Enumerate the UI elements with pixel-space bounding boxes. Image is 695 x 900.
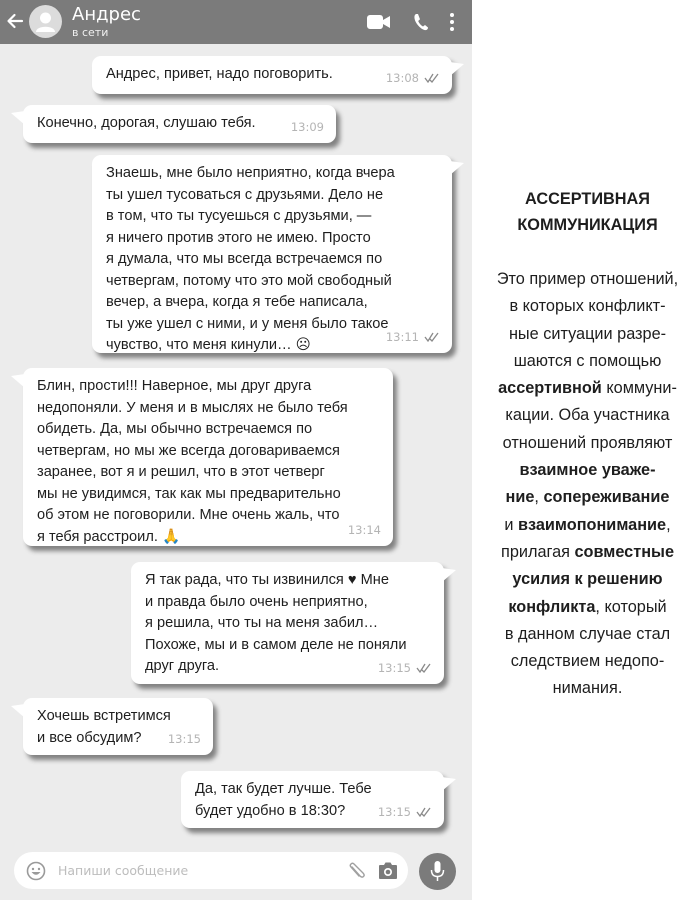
panel-body-text: ные ситуации разре- bbox=[508, 324, 667, 343]
panel-body-bold-text: взаимное уваже- bbox=[519, 461, 656, 480]
message-text: Знаешь, мне было неприятно, когда вчера bbox=[106, 165, 395, 181]
info-panel bbox=[480, 0, 695, 900]
contact-status: в сети bbox=[72, 26, 109, 39]
panel-body-line bbox=[480, 512, 695, 539]
message-text: мы не увидимся, так как мы предварительно bbox=[37, 485, 341, 502]
panel-body-text: коммуни- bbox=[601, 379, 677, 398]
panel-body-line bbox=[480, 484, 695, 511]
double-check-icon bbox=[416, 807, 432, 817]
message-text: ты ушел тусоваться с друзьями. Дело не bbox=[106, 186, 384, 203]
panel-body-text: нимания. bbox=[552, 679, 623, 698]
message-input[interactable]: Напиши сообщение bbox=[58, 863, 189, 878]
message-input-bar bbox=[14, 852, 408, 889]
panel-body-bold-text: ние bbox=[505, 488, 535, 507]
back-arrow-icon[interactable] bbox=[5, 11, 25, 31]
panel-body-text: в данном случае стал bbox=[504, 624, 671, 643]
panel-title bbox=[480, 186, 695, 238]
panel-body-line bbox=[480, 348, 695, 375]
avatar[interactable] bbox=[29, 5, 62, 38]
message-text: ты уже ушел с ними, и у меня было такое bbox=[106, 315, 389, 332]
panel-body-line bbox=[480, 594, 695, 621]
message-text: я думала, что мы всегда встречаемся по bbox=[106, 251, 383, 267]
message-bubble-outgoing[interactable] bbox=[92, 155, 452, 353]
message-text: заранее, вот я и решил, что в этот четверг bbox=[37, 464, 325, 480]
panel-body-line bbox=[480, 539, 695, 566]
panel-title-line: КОММУНИКАЦИЯ bbox=[517, 216, 658, 234]
emoji-icon[interactable] bbox=[26, 861, 46, 881]
contact-name[interactable]: Андрес bbox=[72, 4, 141, 25]
message-time: 13:14 bbox=[347, 522, 381, 537]
panel-body-line bbox=[480, 675, 695, 702]
panel-body-bold-text: взаимопонимание bbox=[517, 515, 667, 534]
message-text: Конечно, дорогая, слушаю тебя. bbox=[37, 115, 256, 131]
panel-title-line: АССЕРТИВНАЯ bbox=[525, 190, 650, 208]
panel-body-line bbox=[480, 566, 695, 593]
message-time: 13:11 bbox=[385, 329, 419, 344]
panel-body-bold-text: сопереживание bbox=[543, 488, 670, 507]
panel-body-line bbox=[480, 375, 695, 402]
panel-body-text: , bbox=[666, 515, 671, 534]
message-bubble-incoming[interactable] bbox=[23, 698, 213, 755]
message-text: Похоже, мы и в самом деле не поняли bbox=[145, 636, 407, 653]
message-text: Андрес, привет, надо поговорить. bbox=[106, 66, 333, 82]
panel-body-text: и bbox=[504, 515, 518, 534]
message-time: 13:15 bbox=[167, 731, 201, 746]
panel-body-bold-text: конфликта bbox=[508, 597, 596, 616]
message-text: я тебя расстроил. 🙏 bbox=[37, 528, 181, 545]
message-text: в том, что ты тусуешься с друзьями, — bbox=[106, 208, 372, 224]
message-time: 13:09 bbox=[290, 119, 324, 134]
message-text: Блин, прости!!! Наверное, мы друг друга bbox=[37, 378, 312, 394]
message-text: чувство, что меня кинули… ☹ bbox=[106, 337, 311, 353]
panel-body-line bbox=[480, 648, 695, 675]
chat-header bbox=[0, 0, 472, 44]
double-check-icon bbox=[416, 663, 432, 673]
message-text: и все обсудим? bbox=[37, 729, 142, 746]
message-text: друг друга. bbox=[145, 658, 220, 674]
panel-body-text: в которых конфликт- bbox=[509, 297, 666, 316]
panel-body-text: отношений проявляют bbox=[502, 433, 673, 452]
message-text: обидеть. Да, мы обычно встречаемся по bbox=[37, 421, 313, 437]
video-camera-icon[interactable] bbox=[366, 13, 392, 31]
panel-body-line bbox=[480, 266, 695, 293]
phone-icon[interactable] bbox=[412, 12, 430, 32]
more-vert-icon[interactable] bbox=[448, 12, 456, 32]
message-text: вечер, а вчера, когда я тебе написала, bbox=[106, 294, 368, 310]
panel-body-text: , bbox=[534, 488, 544, 507]
message-text: Хочешь встретимся bbox=[37, 708, 171, 724]
panel-body-text: следствием недопо- bbox=[510, 652, 665, 671]
panel-body-text: кации. Оба участника bbox=[505, 406, 670, 425]
message-meta bbox=[378, 802, 432, 824]
message-text: я решила, что ты на меня забил… bbox=[145, 615, 379, 631]
panel-body-line bbox=[480, 430, 695, 457]
panel-body-bold-text: ассертивной bbox=[498, 379, 602, 398]
message-time: 13:15 bbox=[377, 804, 411, 819]
panel-body-line bbox=[480, 293, 695, 320]
avatar-icon bbox=[29, 5, 62, 38]
panel-body-line bbox=[480, 621, 695, 648]
message-time: 13:08 bbox=[385, 70, 419, 85]
panel-body-text: Это пример отношений, bbox=[496, 270, 679, 288]
message-meta bbox=[378, 658, 432, 680]
panel-body bbox=[480, 266, 695, 703]
paperclip-icon[interactable] bbox=[348, 861, 366, 881]
message-text: об этом не поговорили. Мне очень жаль, что bbox=[37, 507, 340, 523]
double-check-icon bbox=[424, 332, 440, 342]
voice-message-button[interactable] bbox=[419, 853, 456, 890]
message-text: недопоняли. У меня и в мыслях не было тебя bbox=[37, 399, 348, 416]
panel-body-bold-text: усилия к решению bbox=[512, 570, 663, 589]
message-text: четвергам, потому что это мой свободный bbox=[106, 272, 392, 289]
panel-body-line bbox=[480, 457, 695, 484]
message-meta bbox=[386, 327, 440, 349]
camera-icon[interactable] bbox=[377, 861, 399, 880]
panel-body-text: , который bbox=[595, 597, 667, 616]
panel-body-line bbox=[480, 321, 695, 348]
message-meta bbox=[386, 68, 440, 90]
panel-body-text: прилагая bbox=[501, 542, 575, 561]
message-text: и правда было очень неприятно, bbox=[145, 593, 368, 610]
message-time: 13:15 bbox=[377, 660, 411, 675]
microphone-icon bbox=[428, 860, 447, 883]
message-text: я ничего против этого не имею. Просто bbox=[106, 229, 371, 246]
message-bubble-outgoing[interactable] bbox=[131, 562, 444, 684]
message-text: четвергам, но мы же всегда договариваемся bbox=[37, 442, 340, 459]
message-text: Я так рада, что ты извинился ♥ Мне bbox=[145, 572, 389, 588]
message-bubble-outgoing[interactable] bbox=[181, 771, 444, 828]
panel-body-bold-text: совместные bbox=[574, 542, 674, 561]
double-check-icon bbox=[424, 73, 440, 83]
message-bubble-outgoing[interactable] bbox=[92, 56, 452, 94]
message-text: будет удобно в 18:30? bbox=[195, 802, 346, 819]
panel-body-text: шаются с помощью bbox=[513, 351, 662, 370]
panel-body-line bbox=[480, 402, 695, 429]
message-bubble-incoming[interactable] bbox=[23, 105, 336, 143]
message-text: Да, так будет лучше. Тебе bbox=[195, 781, 372, 797]
message-bubble-incoming[interactable] bbox=[23, 368, 393, 546]
